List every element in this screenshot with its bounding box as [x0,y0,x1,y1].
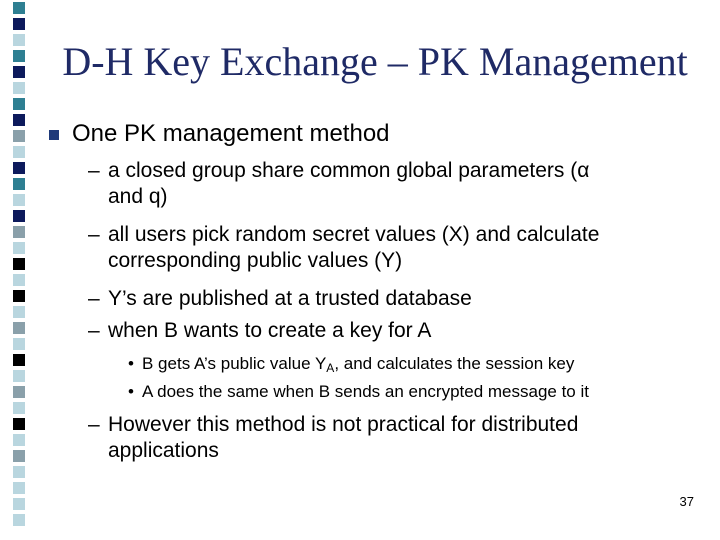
strip-square [13,178,25,190]
strip-square [13,306,25,318]
strip-square [13,498,25,510]
strip-square [13,418,25,430]
sub-bullet-line: all users pick random secret values (X) and calculate [108,223,600,246]
strip-square [13,370,25,382]
sub-bullet-line: Y’s are published at a trusted database [108,287,472,310]
sub-bullet [88,158,688,210]
strip-square [13,354,25,366]
dot-marker: • [128,354,134,373]
sub-bullet-line: and q) [108,185,168,208]
strip-square [13,162,25,174]
square-bullet-icon [49,130,59,140]
dash-marker: – [88,287,100,310]
dash-marker: – [88,319,100,342]
nested-text: B gets A’s public value Y [142,354,327,373]
sub-bullet [88,222,688,274]
strip-square [13,450,25,462]
main-bullet-text: One PK management method [72,120,390,147]
strip-square [13,514,25,526]
dash-marker: – [88,413,100,436]
nested-text: , and calculates the session key [334,354,575,373]
sub-bullet-line: applications [108,439,219,462]
page-number: 37 [679,494,694,509]
strip-square [13,338,25,350]
dash-marker: – [88,159,100,182]
nested-bullet [128,354,698,378]
sub-bullet-line: when B wants to create a key for A [108,319,432,342]
nested-bullet [128,382,698,402]
sub-bullet-line: a closed group share common global parameters (α [108,159,590,182]
strip-square [13,210,25,222]
strip-square [13,114,25,126]
strip-square [13,18,25,30]
main-bullet [72,120,692,148]
sub-bullet-line: However this method is not practical for distributed [108,413,579,436]
strip-square [13,146,25,158]
strip-square [13,482,25,494]
strip-square [13,194,25,206]
strip-square [13,274,25,286]
strip-square [13,2,25,14]
strip-square [13,322,25,334]
slide-title: D-H Key Exchange – PK Management [62,39,688,84]
strip-square [13,130,25,142]
sub-bullet [88,286,688,312]
sub-bullet-line: corresponding public values (Y) [108,249,403,272]
strip-square [13,242,25,254]
strip-square [13,290,25,302]
nested-text: A does the same when B sends an encrypted message to it [142,382,589,401]
strip-square [13,226,25,238]
strip-square [13,386,25,398]
strip-square [13,466,25,478]
strip-square [13,98,25,110]
subscript: A [326,361,335,375]
dash-marker: – [88,223,100,246]
sub-bullet [88,412,688,464]
strip-square [13,402,25,414]
dot-marker: • [128,382,134,401]
strip-square [13,434,25,446]
strip-square [13,258,25,270]
sub-bullet [88,318,688,344]
